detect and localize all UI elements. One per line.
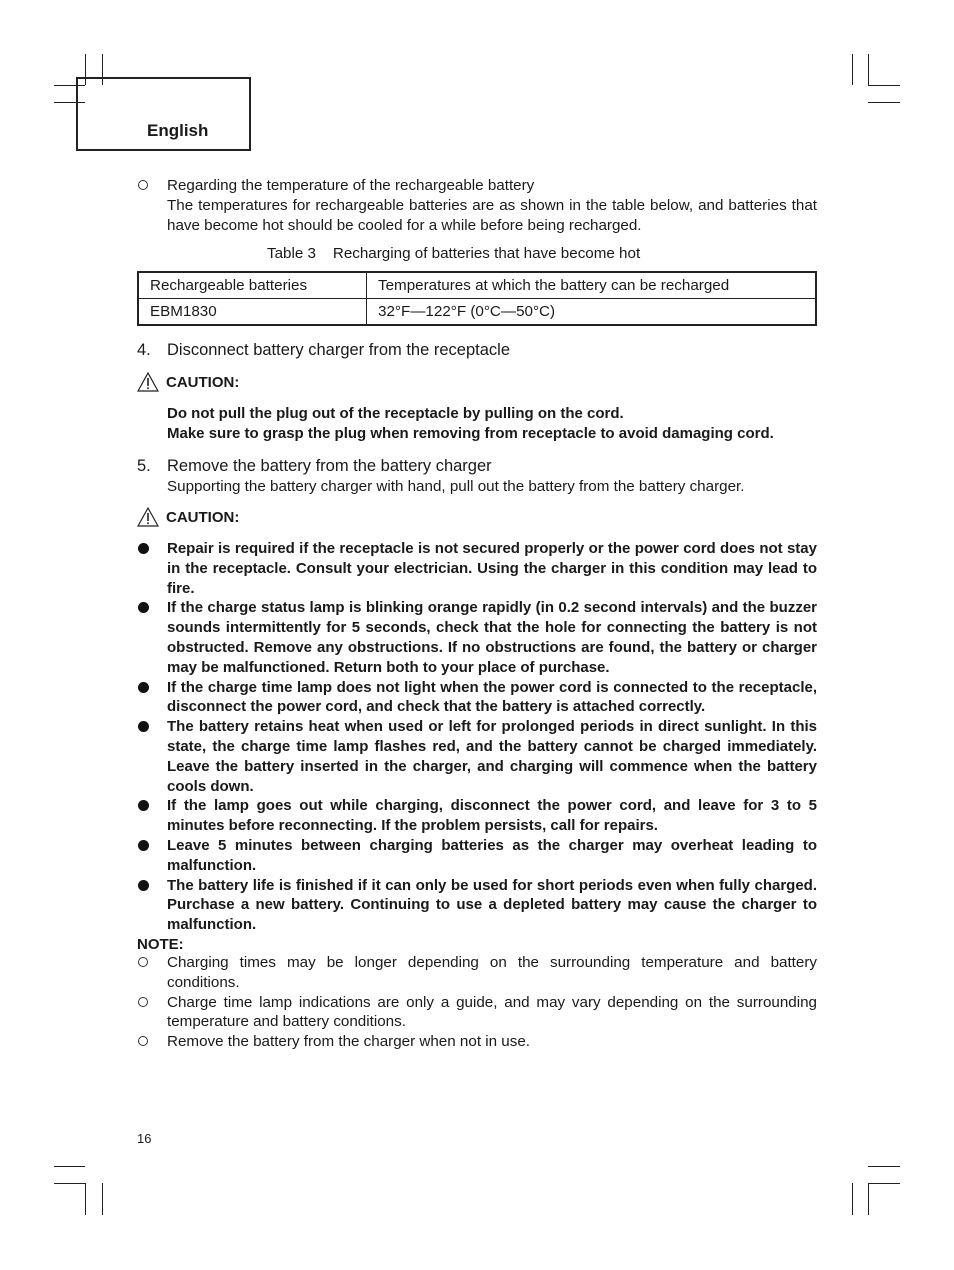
caution-1-text bbox=[167, 404, 817, 444]
temperature-table bbox=[137, 271, 817, 326]
step-number: 5. bbox=[137, 457, 151, 475]
table-cell: 32°F—122°F (0°C—50°C) bbox=[367, 299, 817, 326]
warning-triangle-icon bbox=[137, 507, 159, 527]
caution-line: Do not pull the plug out of the receptacle by pulling on the cord. bbox=[167, 405, 624, 422]
step-4 bbox=[137, 341, 817, 361]
table-row bbox=[138, 299, 816, 326]
step-title: Disconnect battery charger from the receptacle bbox=[167, 341, 510, 359]
list-item: Charge time lamp indications are only a guide, and may vary depending on the surrounding temperature and battery conditions. bbox=[167, 993, 817, 1031]
list-item: If the charge status lamp is blinking orange rapidly (in 0.2 second intervals) and the buzzer sounds intermittently for 5 seconds, check that the hole for connecting the battery is not obstructed. Remove any obstructions. If no obstructions are found, the battery or charger may be malfunctioned. Return both to your place of purchase. bbox=[167, 599, 817, 676]
bullet-dot-icon bbox=[138, 721, 149, 732]
list-item: The battery retains heat when used or left for prolonged periods in direct sunlight. In this state, the charge time lamp flashes red, and the battery cannot be charged immediately. Leave the battery inserted in the charger, and charging will commence when the battery cools down. bbox=[167, 718, 817, 795]
bullet-dot-icon bbox=[138, 800, 149, 811]
table-caption: Table 3 Recharging of batteries that have become hot bbox=[267, 245, 641, 262]
bullet-dot-icon bbox=[138, 840, 149, 851]
language-box bbox=[76, 77, 251, 151]
circle-bullet-icon bbox=[138, 957, 148, 967]
step-5 bbox=[137, 457, 817, 497]
language-label: English bbox=[147, 121, 209, 140]
bullet-dot-icon bbox=[138, 682, 149, 693]
caution-2-bullets bbox=[137, 539, 817, 955]
step-body: Supporting the battery charger with hand, pull out the battery from the battery charger. bbox=[167, 477, 745, 495]
caution-heading bbox=[137, 372, 239, 392]
list-item: If the lamp goes out while charging, disconnect the power cord, and leave for 3 to 5 minutes before reconnecting. If the problem persists, call for repairs. bbox=[167, 797, 817, 835]
page-number: 16 bbox=[137, 1131, 152, 1146]
warning-triangle-icon bbox=[137, 372, 159, 392]
bullet-dot-icon bbox=[138, 880, 149, 891]
intro-title: Regarding the temperature of the rechargeable battery bbox=[167, 177, 535, 194]
step-title: Remove the battery from the battery charger bbox=[167, 457, 492, 475]
temperature-intro bbox=[137, 176, 817, 235]
note-list bbox=[137, 953, 817, 1052]
note-label: NOTE: bbox=[137, 935, 184, 953]
circle-bullet-icon bbox=[138, 180, 148, 190]
bullet-dot-icon bbox=[138, 543, 149, 554]
table-header-row bbox=[138, 272, 816, 299]
list-item: Remove the battery from the charger when not in use. bbox=[167, 1033, 531, 1051]
table-cell: EBM1830 bbox=[138, 299, 367, 326]
list-item: Repair is required if the receptacle is not secured properly or the power cord does not stay in the receptacle. Consult your electrician. Using the charger in this condition may lead to fire. bbox=[167, 540, 817, 597]
caution-label: CAUTION: bbox=[166, 508, 240, 526]
step-number: 4. bbox=[137, 341, 151, 359]
list-item: Charging times may be longer depending on the surrounding temperature and battery conditions. bbox=[167, 954, 817, 991]
circle-bullet-icon bbox=[138, 997, 148, 1007]
list-item: The battery life is finished if it can only be used for short periods even when fully charged. Purchase a new battery. Continuing to use a depleted battery may cause the charger to malfunction. bbox=[167, 876, 817, 934]
caution-line: Make sure to grasp the plug when removing from receptacle to avoid damaging cord. bbox=[167, 424, 774, 442]
bullet-dot-icon bbox=[138, 602, 149, 613]
table-header-cell: Temperatures at which the battery can be recharged bbox=[367, 272, 817, 299]
circle-bullet-icon bbox=[138, 1036, 148, 1046]
caution-heading bbox=[137, 507, 239, 527]
intro-body: The temperatures for rechargeable batteries are as shown in the table below, and batteries that have become hot should be cooled for a while before being recharged. bbox=[167, 196, 817, 234]
list-item: If the charge time lamp does not light when the power cord is connected to the receptacle, disconnect the power cord, and check that the battery is attached correctly. bbox=[167, 678, 817, 716]
caution-label: CAUTION: bbox=[166, 373, 240, 391]
table-header-cell: Rechargeable batteries bbox=[138, 272, 367, 299]
list-item: Leave 5 minutes between charging batteries as the charger may overheat leading to malfunction. bbox=[167, 836, 817, 874]
